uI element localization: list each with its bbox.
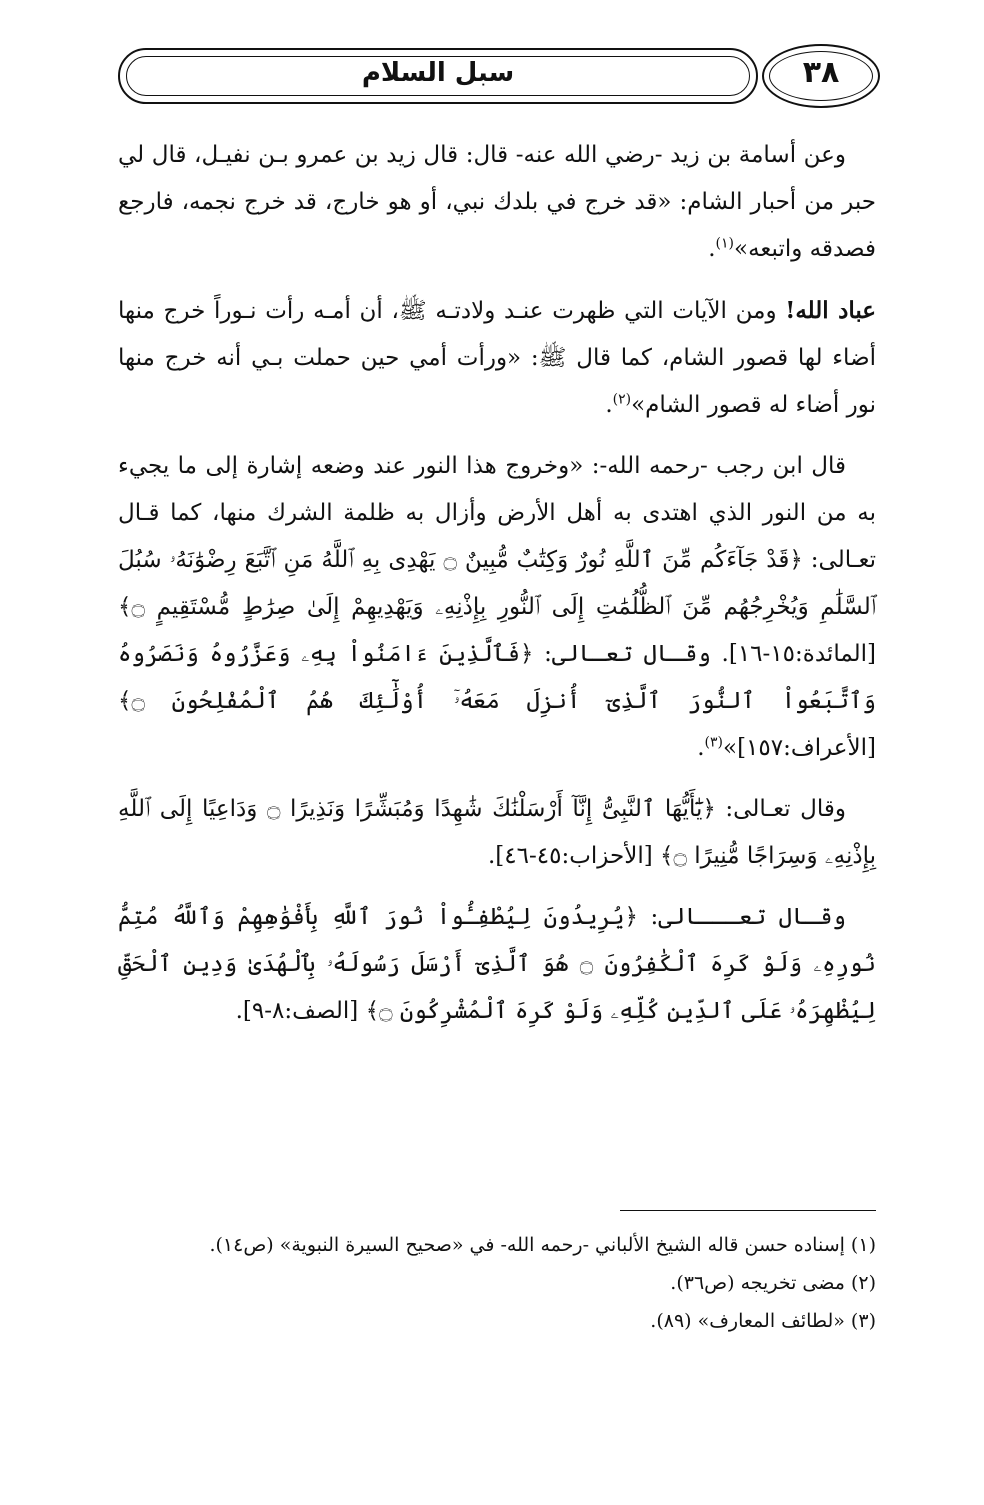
footnote-separator	[620, 1210, 876, 1211]
footnote-marker: (٣)	[704, 734, 723, 751]
footnote: (٢) مضى تخريجه (ص٣٦).	[670, 1272, 876, 1294]
page-header	[118, 44, 880, 108]
footnote-marker: (١)	[715, 235, 734, 252]
paragraph-text: وقال تعـالى: ﴿يَٰٓأَيُّهَا ٱلنَّبِىُّ إِنَّآ أَرْسَلْنَٰكَ شَٰهِدًا وَمُبَشِّرًا وَنَذِيرًا ۝ وَدَاعِيًا إِلَى ٱللَّهِ بِإِذْنِهِۦ وَسِرَاجًا مُّنِيرًا ۝﴾ [الأحزاب:٤٥-٤٦].	[118, 796, 876, 869]
body-text	[118, 132, 876, 1049]
paragraph	[118, 894, 876, 1035]
footnotes	[118, 1226, 876, 1340]
title-frame	[118, 48, 758, 104]
page-number: ٣٨	[802, 55, 840, 90]
footnote: (١) إسناده حسن قاله الشيخ الألباني -رحمه الله- في «صحيح السيرة النبوية» (ص١٤).	[209, 1234, 876, 1256]
page-number-frame	[762, 44, 880, 108]
paragraph: عباد الله! ومن الآيات التي ظهرت عنـد ولادتـه ﷺ، أن أمـه رأت نـوراً خرج منها أضاء لها قصور الشام، كما قال ﷺ: «ورأت أمي حين حملت بـي أنه خرج منها نور أضاء له قصور الشام»$^{(٢)}$.	[118, 297, 876, 418]
paragraph-lead: عباد الله!	[785, 297, 876, 324]
footnote: (٣) «لطائف المعارف» (٨٩).	[650, 1310, 876, 1332]
paragraph-text: قال ابن رجب -رحمه الله-: «وخروج هذا النور عند وضعه إشارة إلى ما يجيء به من النور الذي اهتدى به أهل الأرض وأزال به ظلمة الشرك منها، كما قـال تعـالى: ﴿قَدْ جَآءَكُم مِّنَ ٱللَّهِ نُورٌ وَكِتَٰبٌ مُّبِينٌ ۝ يَهْدِى بِهِ ٱللَّهُ مَنِ ٱتَّبَعَ رِضْوَٰنَهُۥ سُبُلَ ٱلسَّلَٰمِ وَيُخْرِجُهُم مِّنَ ٱلظُّلُمَٰتِ إِلَى ٱلنُّورِ بِإِذْنِهِۦ وَيَهْدِيهِمْ إِلَىٰ صِرَٰطٍ مُّسْتَقِيمٍ ۝﴾ [المائدة:١٥-١٦]. وقـال تعـالى: ﴿فَٱلَّذِينَ ءَامَنُواْ بِهِۦ وَعَزَّرُوهُ وَنَصَرُوهُ وَٱتَّبَعُواْ ٱلنُّورَ ٱلَّذِىٓ أُنزِلَ مَعَهُۥٓ أُوْلَٰٓئِكَ هُمُ ٱلْمُفْلِحُونَ ۝﴾ [الأعراف:١٥٧]»	[118, 453, 876, 761]
paragraph	[118, 786, 876, 880]
paragraph-text: وقـال تعـــالى: ﴿يُرِيدُونَ لِيُطْفِـُٔواْ نُورَ ٱللَّهِ بِأَفْوَٰهِهِمْ وَٱللَّهُ مُتِمُّ نُورِهِۦ وَلَوْ كَرِهَ ٱلْكَٰفِرُونَ ۝ هُوَ ٱلَّذِىٓ أَرْسَلَ رَسُولَهُۥ بِٱلْهُدَىٰ وَدِينِ ٱلْحَقِّ لِيُظْهِرَهُۥ عَلَى ٱلدِّينِ كُلِّهِۦ وَلَوْ كَرِهَ ٱلْمُشْرِكُونَ ۝﴾ [الصف:٨-٩].	[118, 904, 876, 1024]
paragraph-text: ومن الآيات التي ظهرت عنـد ولادتـه ﷺ، أن أمـه رأت نـوراً خرج منها أضاء لها قصور الشام، كما قال ﷺ: «ورأت أمي حين حملت بـي أنه خرج منها نور أضاء له قصور الشام»	[118, 298, 876, 418]
footnote-marker: (٢)	[612, 391, 632, 408]
paragraph: وعن أسامة بن زيد -رضي الله عنه- قال: قال زيد بن عمرو بـن نفيـل، قال لي حبر من أحبار الشام: «قد خرج في بلدك نبي، أو هو خارج، قد خرج نجمه، فارجع فصدقه واتبعه»$^{(١)}$.	[118, 142, 876, 262]
paragraph-text: وعن أسامة بن زيد -رضي الله عنه- قال: قال زيد بن عمرو بـن نفيـل، قال لي حبر من أحبار الشام: «قد خرج في بلدك نبي، أو هو خارج، قد خرج نجمه، فارجع فصدقه واتبعه»	[118, 142, 876, 262]
paragraph: قال ابن رجب -رحمه الله-: «وخروج هذا النور عند وضعه إشارة إلى ما يجيء به من النور الذي اهتدى به أهل الأرض وأزال به ظلمة الشرك منها، كما قـال تعـالى: ﴿قَدْ جَآءَكُم مِّنَ ٱللَّهِ نُورٌ وَكِتَٰبٌ مُّبِينٌ ۝ يَهْدِى بِهِ ٱللَّهُ مَنِ ٱتَّبَعَ رِضْوَٰنَهُۥ سُبُلَ ٱلسَّلَٰمِ وَيُخْرِجُهُم مِّنَ ٱلظُّلُمَٰتِ إِلَى ٱلنُّورِ بِإِذْنِهِۦ وَيَهْدِيهِمْ إِلَىٰ صِرَٰطٍ مُّسْتَقِيمٍ ۝﴾ [المائدة:١٥-١٦]. وقـال تعـالى: ﴿فَٱلَّذِينَ ءَامَنُواْ بِهِۦ وَعَزَّرُوهُ وَنَصَرُوهُ وَٱتَّبَعُواْ ٱلنُّورَ ٱلَّذِىٓ أُنزِلَ مَعَهُۥٓ أُوْلَٰٓئِكَ هُمُ ٱلْمُفْلِحُونَ ۝﴾ [الأعراف:١٥٧]»$^{(٣)}$.	[118, 453, 876, 761]
running-title: سبل السلام	[361, 58, 515, 88]
